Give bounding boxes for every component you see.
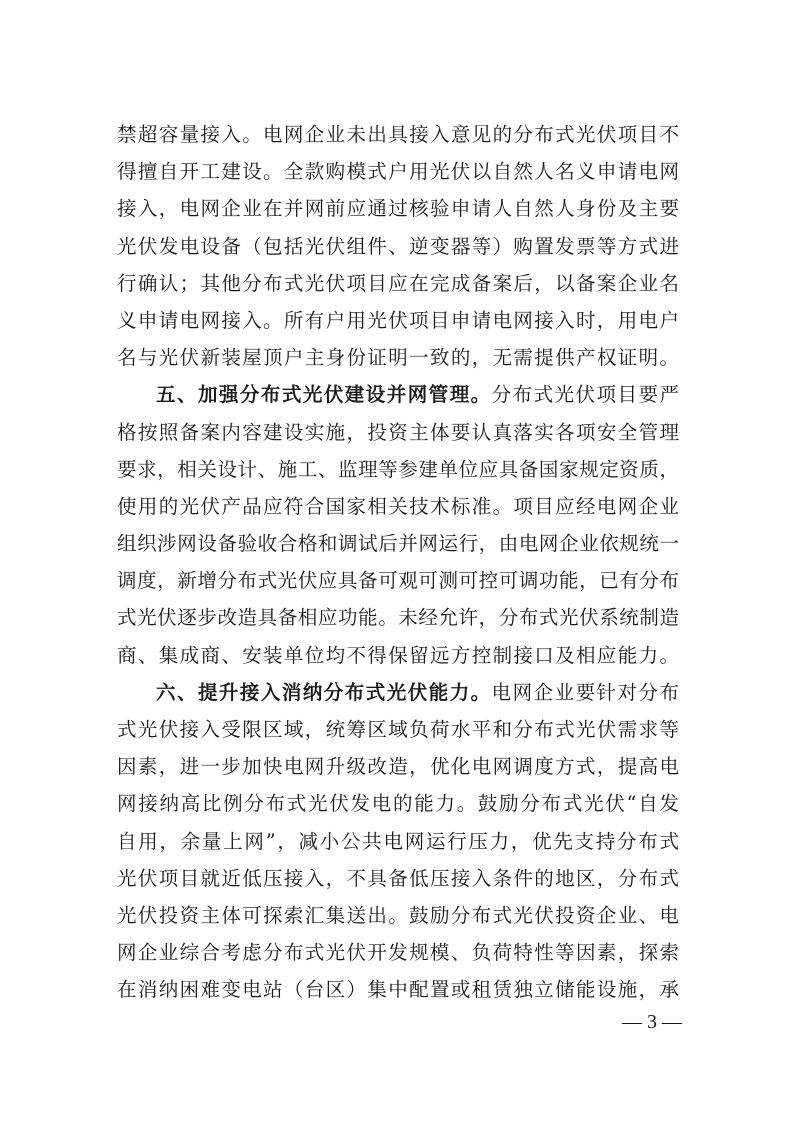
page-number: — 3 — <box>622 1011 682 1033</box>
text-line: 调度，新增分布式光伏应具备可观可测可控可调功能，已有分布 <box>117 569 679 593</box>
text-line: 名与光伏新装屋顶户主身份证明一致的，无需提供产权证明。 <box>117 346 679 370</box>
text-line: 在消纳困难变电站（台区）集中配置或租赁独立储能设施，承 <box>117 978 679 1002</box>
text-line: 要求，相关设计、施工、监理等参建单位应具备国家规定资质， <box>117 457 679 481</box>
text-line: 行确认；其他分布式光伏项目应在完成备案后，以备案企业名 <box>117 271 679 295</box>
paragraph-section-five <box>117 376 679 674</box>
paragraph-section-six <box>117 674 679 1009</box>
text-line <box>117 376 679 413</box>
text-line: 式光伏逐步改造具备相应功能。未经允许，分布式光伏系统制造 <box>117 606 679 630</box>
text-line: 格按照备案内容建设实施，投资主体要认真落实各项安全管理 <box>117 420 679 444</box>
text-fragment: 分布式光伏项目要严 <box>491 383 679 407</box>
section-heading: 六、提升接入消纳分布式光伏能力。 <box>156 680 492 704</box>
text-line: 接入，电网企业在并网前应通过核验申请人自然人身份及主要 <box>117 197 679 221</box>
text-line: 光伏投资主体可探索汇集送出。鼓励分布式光伏投资企业、电 <box>117 903 679 927</box>
text-line: 得擅自开工建设。全款购模式户用光伏以自然人名义申请电网 <box>117 160 679 184</box>
text-line: 使用的光伏产品应符合国家相关技术标准。项目应经电网企业 <box>117 494 679 518</box>
text-fragment: 电网企业要针对分布 <box>491 680 679 704</box>
text-line: 光伏项目就近低压接入，不具备低压接入条件的地区，分布式 <box>117 866 679 890</box>
text-line: 网企业综合考虑分布式光伏开发规模、负荷特性等因素，探索 <box>117 941 679 965</box>
section-heading: 五、加强分布式光伏建设并网管理。 <box>156 383 492 407</box>
text-line: 义申请电网接入。所有户用光伏项目申请电网接入时，用电户 <box>117 308 679 332</box>
text-line: 式光伏接入受限区域，统筹区域负荷水平和分布式光伏需求等 <box>117 718 679 741</box>
text-line: 光伏发电设备（包括光伏组件、逆变器等）购置发票等方式进 <box>117 234 679 258</box>
text-line: 商、集成商、安装单位均不得保留远方控制接口及相应能力。 <box>117 643 679 667</box>
text-line <box>117 674 679 711</box>
text-line: 网接纳高比例分布式光伏发电的能力。鼓励分布式光伏“自发 <box>117 792 679 816</box>
document-body <box>117 116 679 1009</box>
text-line: 自用，余量上网”，减小公共电网运行压力，优先支持分布式 <box>117 829 679 853</box>
paragraph-continuation <box>117 116 679 376</box>
text-line: 组织涉网设备验收合格和调试后并网运行，由电网企业依规统一 <box>117 532 679 556</box>
text-line: 禁超容量接入。电网企业未出具接入意见的分布式光伏项目不 <box>117 123 679 146</box>
text-line: 因素，进一步加快电网升级改造，优化电网调度方式，提高电 <box>117 755 679 779</box>
